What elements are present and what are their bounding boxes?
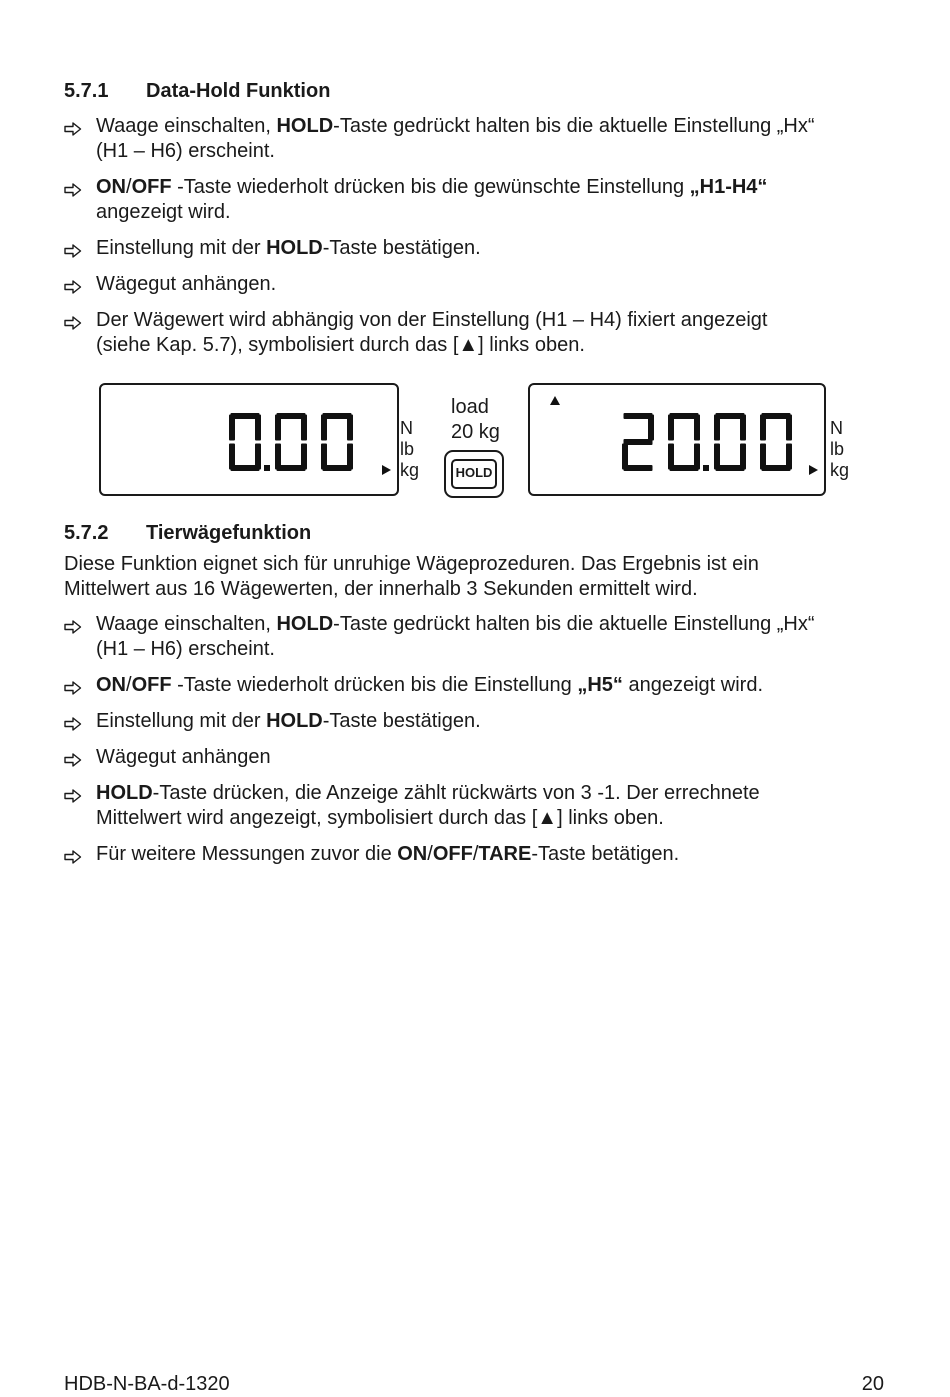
arrow-right-icon bbox=[64, 749, 84, 765]
stable-indicator-icon bbox=[809, 465, 818, 475]
bullet-text bbox=[96, 745, 886, 770]
arrow-right-icon bbox=[64, 846, 84, 862]
text-run: -Taste wiederholt drücken bis die gewünschte Einstellung bbox=[171, 176, 690, 198]
lcd-segment bbox=[275, 415, 281, 441]
bold-term: HOLD bbox=[276, 613, 334, 635]
lcd-segment bbox=[321, 415, 327, 441]
lcd-segment bbox=[301, 415, 307, 441]
lcd-display-before bbox=[99, 383, 399, 496]
lcd-segment bbox=[624, 439, 653, 445]
section-heading-5-7-1 bbox=[64, 80, 330, 103]
arrow-right-icon bbox=[64, 713, 84, 729]
text-run: -Taste bestätigen. bbox=[322, 710, 481, 732]
lcd-segment bbox=[760, 444, 766, 470]
footer-doc-id: HDB-N-BA-d-1320 bbox=[64, 1373, 230, 1395]
text-run: Einstellung mit der bbox=[96, 237, 267, 259]
bold-term: HOLD bbox=[266, 710, 323, 732]
text-run: angezeigt wird. bbox=[622, 674, 763, 696]
bold-term: TARE bbox=[478, 843, 532, 865]
bold-term: HOLD bbox=[266, 237, 323, 259]
text-run: -Taste gedrückt halten bis die aktuelle Einstellung „Hx“ bbox=[333, 613, 815, 635]
section-number: 5.7.2 bbox=[64, 522, 109, 544]
bullet-line bbox=[96, 308, 886, 333]
lcd-digits bbox=[101, 385, 397, 494]
text-run: -Taste wiederholt drücken bis die Einstellung bbox=[171, 674, 578, 696]
bold-term: ON bbox=[96, 674, 126, 696]
text-run: Wägegut anhängen. bbox=[96, 273, 277, 295]
unit-kg-right: kg bbox=[830, 460, 850, 480]
bullet-line bbox=[96, 175, 886, 200]
bullet-text bbox=[96, 272, 886, 297]
bullet-line bbox=[96, 745, 886, 770]
lcd-segment bbox=[229, 415, 235, 441]
lcd-segment bbox=[347, 415, 353, 441]
bold-term: OFF bbox=[432, 843, 473, 865]
bullet-line: (H1 – H6) erscheint. bbox=[96, 638, 275, 660]
lcd-segment bbox=[786, 415, 792, 441]
stable-indicator-icon bbox=[382, 465, 391, 475]
bullet-text bbox=[96, 175, 886, 225]
lcd-segment bbox=[714, 444, 720, 470]
hold-indicator-icon bbox=[550, 396, 560, 405]
arrow-right-icon bbox=[64, 785, 84, 801]
unit-n-right: N bbox=[830, 418, 843, 438]
text-run: / bbox=[126, 176, 132, 198]
bullet-text bbox=[96, 308, 886, 358]
text-run: / bbox=[472, 843, 479, 865]
bullet-line: (siehe Kap. 5.7), symbolisiert durch das [▲] links oben. bbox=[96, 334, 585, 356]
arrow-right-icon bbox=[64, 312, 84, 328]
bullet-line bbox=[96, 673, 886, 698]
text-run: / bbox=[427, 843, 433, 865]
bullet-line bbox=[96, 781, 886, 806]
arrow-right-icon bbox=[64, 118, 84, 134]
decimal-point bbox=[703, 465, 709, 471]
text-run: -Taste drücken, die Anzeige zählt rückwärts von 3 -1. Der errechnete bbox=[152, 782, 760, 804]
unit-lb-left: lb bbox=[400, 439, 415, 459]
lcd-display-after bbox=[528, 383, 826, 496]
load-label: load bbox=[451, 396, 489, 418]
lcd-segment bbox=[740, 415, 746, 441]
lcd-segment bbox=[275, 444, 281, 470]
footer-page-number: 20 bbox=[861, 1373, 884, 1395]
arrow-right-icon bbox=[64, 677, 84, 693]
decimal-point bbox=[264, 465, 270, 471]
bullet-line bbox=[96, 236, 886, 261]
section-title: Data-Hold Funktion bbox=[146, 80, 331, 102]
hold-button[interactable] bbox=[444, 450, 504, 498]
text-run: / bbox=[126, 674, 132, 696]
lcd-segment bbox=[668, 415, 674, 441]
lcd-segment bbox=[229, 444, 235, 470]
bold-term: HOLD bbox=[96, 782, 153, 804]
bullet-text bbox=[96, 236, 886, 261]
load-weight-label: 20 kg bbox=[451, 421, 500, 443]
bold-term: „H5“ bbox=[577, 674, 623, 696]
bullet-line bbox=[96, 612, 886, 637]
unit-kg-left: kg bbox=[400, 460, 420, 480]
bullet-line bbox=[96, 842, 886, 867]
section-number: 5.7.1 bbox=[64, 80, 109, 102]
bullet-line bbox=[96, 114, 886, 139]
bullet-text bbox=[96, 842, 886, 867]
bullet-text bbox=[96, 612, 886, 662]
text-run: Waage einschalten, bbox=[96, 613, 277, 635]
bullet-line: (H1 – H6) erscheint. bbox=[96, 140, 275, 162]
intro-line-2: Mittelwert aus 16 Wägewerten, der innerhalb 3 Sekunden ermittelt wird. bbox=[64, 578, 698, 600]
bullet-text bbox=[96, 781, 886, 831]
text-run: Der Wägewert wird abhängig von der Einstellung (H1 – H4) fixiert angezeigt bbox=[96, 309, 768, 331]
lcd-segment bbox=[622, 444, 628, 470]
arrow-right-icon bbox=[64, 276, 84, 292]
bullet-line: angezeigt wird. bbox=[96, 201, 231, 223]
bullet-text bbox=[96, 709, 886, 734]
hold-button-label: HOLD bbox=[451, 459, 497, 489]
bullet-text bbox=[96, 673, 886, 698]
arrow-right-icon bbox=[64, 179, 84, 195]
intro-paragraph bbox=[64, 552, 884, 602]
bold-term: ON bbox=[397, 843, 428, 865]
lcd-digits bbox=[530, 385, 824, 494]
text-run: Wägegut anhängen bbox=[96, 746, 271, 768]
text-run: -Taste bestätigen. bbox=[322, 237, 481, 259]
bold-term: OFF bbox=[131, 176, 172, 198]
lcd-segment bbox=[760, 415, 766, 441]
bullet-line bbox=[96, 272, 886, 297]
text-run: Für weitere Messungen zuvor die bbox=[96, 843, 398, 865]
lcd-segment bbox=[714, 415, 720, 441]
unit-lb-right: lb bbox=[830, 439, 845, 459]
section-heading-5-7-2 bbox=[64, 522, 311, 545]
bold-term: HOLD bbox=[276, 115, 334, 137]
text-run: -Taste betätigen. bbox=[531, 843, 680, 865]
text-run: -Taste gedrückt halten bis die aktuelle Einstellung „Hx“ bbox=[333, 115, 815, 137]
lcd-segment bbox=[321, 444, 327, 470]
bold-term: ON bbox=[96, 176, 126, 198]
arrow-right-icon bbox=[64, 616, 84, 632]
lcd-segment bbox=[648, 415, 654, 441]
lcd-segment bbox=[255, 415, 261, 441]
lcd-segment bbox=[668, 444, 674, 470]
bullet-line bbox=[96, 709, 886, 734]
lcd-segment bbox=[694, 415, 700, 441]
section-title: Tierwägefunktion bbox=[146, 522, 312, 544]
arrow-right-icon bbox=[64, 240, 84, 256]
bold-term: OFF bbox=[131, 674, 172, 696]
bullet-line: Mittelwert wird angezeigt, symbolisiert durch das [▲] links oben. bbox=[96, 807, 664, 829]
bold-term: „H1-H4“ bbox=[689, 176, 768, 198]
intro-line-1: Diese Funktion eignet sich für unruhige Wägeprozeduren. Das Ergebnis ist ein bbox=[64, 553, 759, 575]
bullet-text bbox=[96, 114, 886, 164]
text-run: Waage einschalten, bbox=[96, 115, 277, 137]
unit-n-left: N bbox=[400, 418, 413, 438]
text-run: Einstellung mit der bbox=[96, 710, 267, 732]
